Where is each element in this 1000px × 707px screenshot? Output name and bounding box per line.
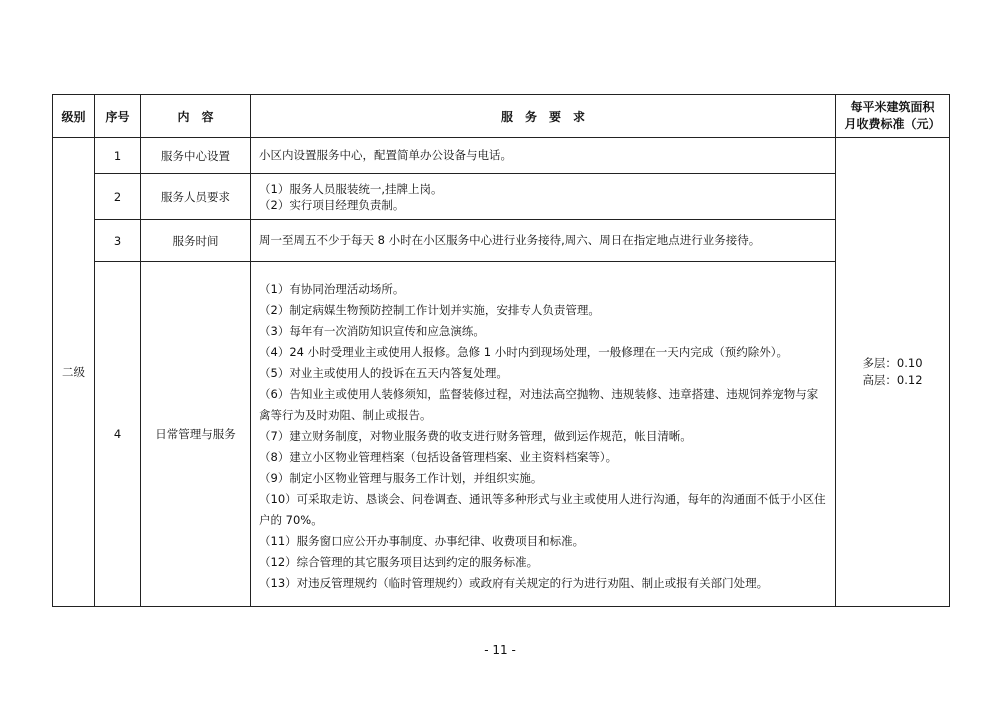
level-cell: 二级 (53, 138, 95, 607)
seq-cell: 2 (95, 174, 141, 220)
content-cell: 服务时间 (141, 220, 251, 262)
fee-line2: 高层：0.12 (862, 373, 923, 387)
content-cell: 日常管理与服务 (141, 262, 251, 607)
header-fee-line1: 每平米建筑面积 (850, 100, 935, 114)
header-requirements: 服 务 要 求 (251, 95, 836, 138)
content-cell: 服务人员要求 (141, 174, 251, 220)
header-content: 内 容 (141, 95, 251, 138)
header-fee-line2: 月收费标准（元） (844, 117, 941, 131)
table-row (53, 262, 950, 607)
requirements-cell (251, 262, 836, 607)
requirement-item: （10）可采取走访、恳谈会、问卷调查、通讯等多种形式与业主或使用人进行沟通，每年的沟通面不低于小区住户的 70%。 (259, 491, 826, 527)
requirements-cell (251, 138, 836, 174)
table-row (53, 220, 950, 262)
requirement-item: （6）告知业主或使用人装修须知，监督装修过程，对违法高空抛物、违规装修、违章搭建、违规饲养宠物与家禽等行为及时劝阻、制止或报告。 (259, 386, 819, 422)
table-row (53, 138, 950, 174)
seq-cell: 4 (95, 262, 141, 607)
fee-line1: 多层：0.10 (862, 356, 923, 370)
requirement-item: （4）24 小时受理业主或使用人报修。急修 1 小时内到现场处理，一般修理在一天内完成（预约除外）。 (259, 344, 788, 359)
table-header-row (53, 95, 950, 138)
requirement-item: （8）建立小区物业管理档案（包括设备管理档案、业主资料档案等）。 (259, 449, 618, 464)
requirements-cell (251, 174, 836, 220)
fee-cell (836, 138, 950, 607)
requirement-item: 周一至周五不少于每天 8 小时在小区服务中心进行业务接待,周六、周日在指定地点进行业务接待。 (259, 233, 761, 247)
requirements-cell (251, 220, 836, 262)
seq-cell: 3 (95, 220, 141, 262)
requirement-item: （9）制定小区物业管理与服务工作计划，并组织实施。 (259, 470, 543, 485)
requirement-item: （2）实行项目经理负责制。 (259, 197, 405, 212)
requirement-item: （1）有协同治理活动场所。 (259, 281, 405, 296)
requirement-item: （5）对业主或使用人的投诉在五天内答复处理。 (259, 365, 508, 380)
service-standard-table (52, 94, 950, 607)
requirement-item: （12）综合管理的其它服务项目达到约定的服务标准。 (259, 554, 539, 569)
page-number: - 11 - (484, 643, 516, 657)
requirement-item: （11）服务窗口应公开办事制度、办事纪律、收费项目和标准。 (259, 533, 585, 548)
table-row (53, 174, 950, 220)
requirement-item: （13）对违反管理规约（临时管理规约）或政府有关规定的行为进行劝阻、制止或报有关部门处理。 (259, 575, 769, 590)
requirement-item: （1）服务人员服装统一,挂牌上岗。 (259, 181, 443, 196)
requirement-item: （7）建立财务制度，对物业服务费的收支进行财务管理，做到运作规范，帐目清晰。 (259, 428, 692, 443)
seq-cell: 1 (95, 138, 141, 174)
header-level: 级别 (53, 95, 95, 138)
requirement-item: 小区内设置服务中心，配置简单办公设备与电话。 (259, 148, 512, 162)
header-fee (836, 95, 950, 138)
content-cell: 服务中心设置 (141, 138, 251, 174)
requirement-item: （2）制定病媒生物预防控制工作计划并实施，安排专人负责管理。 (259, 302, 600, 317)
header-seq: 序号 (95, 95, 141, 138)
requirement-item: （3）每年有一次消防知识宣传和应急演练。 (259, 323, 485, 338)
